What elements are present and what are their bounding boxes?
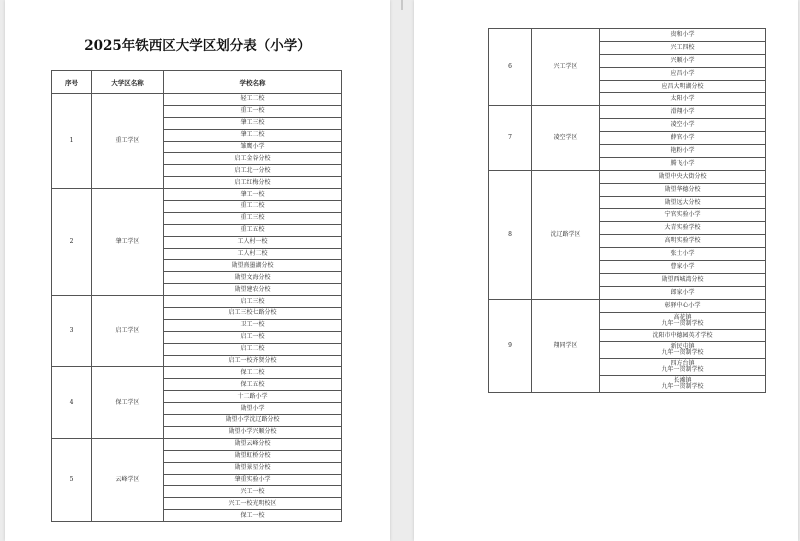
district-name: 肇工学区 xyxy=(92,189,164,296)
table-row xyxy=(52,94,342,106)
school-name: 肇工一校 xyxy=(164,189,342,201)
school-name: 曹家小学 xyxy=(600,261,766,274)
school-name: 薛官小学 xyxy=(600,132,766,145)
school-name: 勋望熹墨湖分校 xyxy=(164,260,342,272)
school-name: 启工二校 xyxy=(164,343,342,355)
district-name: 重工学区 xyxy=(92,94,164,189)
district-index: 8 xyxy=(489,170,532,299)
school-name: 启工一校 xyxy=(164,331,342,343)
school-name: 保工一校 xyxy=(164,510,342,522)
header-district: 大学区名称 xyxy=(92,71,164,94)
district-name: 保工学区 xyxy=(92,367,164,438)
school-name: 贵和小学 xyxy=(600,29,766,42)
school-name: 勋望文海分校 xyxy=(164,272,342,284)
school-name: 勋望华德分校 xyxy=(600,183,766,196)
table-row xyxy=(52,367,342,379)
school-name: 应昌小学 xyxy=(600,67,766,80)
district-table-left xyxy=(51,70,342,522)
school-name: 凌空小学 xyxy=(600,119,766,132)
school-name: 勋望小学 xyxy=(164,403,342,415)
school-name: 大青实验学校 xyxy=(600,222,766,235)
school-name: 兴工四校 xyxy=(600,41,766,54)
school-name: 重工三校 xyxy=(164,212,342,224)
school-name: 重工二校 xyxy=(164,201,342,213)
school-name: 勋望建农分校 xyxy=(164,284,342,296)
page-gap xyxy=(401,0,403,10)
school-name: 启工金谷分校 xyxy=(164,153,342,165)
district-name: 云峰学区 xyxy=(92,438,164,521)
school-name: 张士小学 xyxy=(600,248,766,261)
school-name: 肇重实验小学 xyxy=(164,474,342,486)
school-name: 腾飞小学 xyxy=(600,157,766,170)
district-name: 启工学区 xyxy=(92,296,164,367)
school-name: 郎家小学 xyxy=(600,286,766,299)
school-name: 太阳小学 xyxy=(600,93,766,106)
school-name: 兴工一校 xyxy=(164,486,342,498)
school-name: 启工三校 xyxy=(164,296,342,308)
header-index: 序号 xyxy=(52,71,92,94)
school-name: 重工一校 xyxy=(164,105,342,117)
district-name: 翔同学区 xyxy=(532,299,600,393)
district-index: 3 xyxy=(52,296,92,367)
school-name: 重工五校 xyxy=(164,224,342,236)
school-name: 勋望景星分校 xyxy=(164,462,342,474)
school-name: 启工一校齐贤分校 xyxy=(164,355,342,367)
table-row xyxy=(489,29,766,42)
school-name: 勋望远大分校 xyxy=(600,196,766,209)
school-name: 卫工一校 xyxy=(164,319,342,331)
school-name: 兴顺小学 xyxy=(600,54,766,67)
district-index: 6 xyxy=(489,29,532,106)
school-name: 轻工二校 xyxy=(164,94,342,106)
school-name: 工人村一校 xyxy=(164,236,342,248)
table-row xyxy=(489,170,766,183)
school-name: 滑翔小学 xyxy=(600,106,766,119)
district-name: 凌空学区 xyxy=(532,106,600,170)
table-row xyxy=(52,189,342,201)
district-index: 4 xyxy=(52,367,92,438)
school-name: 沈阳市中德园英才学校 xyxy=(600,329,766,342)
school-name: 勋望中央大街分校 xyxy=(600,170,766,183)
school-name: 艳粉小学 xyxy=(600,145,766,158)
district-name: 沈辽路学区 xyxy=(532,170,600,299)
school-name: 勋望小学兴顺分校 xyxy=(164,426,342,438)
school-name: 应昌大明湖分校 xyxy=(600,80,766,93)
school-name: 启工三校七路分校 xyxy=(164,308,342,320)
district-index: 5 xyxy=(52,438,92,521)
school-name: 启工北一分校 xyxy=(164,165,342,177)
table-row xyxy=(489,106,766,119)
school-name: 启工红梅分校 xyxy=(164,177,342,189)
school-name: 兴工一校光明校区 xyxy=(164,498,342,510)
district-table-left-body xyxy=(52,94,342,522)
school-name: 勋望西城湾分校 xyxy=(600,273,766,286)
school-name: 工人村二校 xyxy=(164,248,342,260)
school-name: 新民屯镇 九年一贯制学校 xyxy=(600,342,766,359)
table-row xyxy=(52,438,342,450)
school-name: 勋望虹桥分校 xyxy=(164,450,342,462)
school-name: 保工五校 xyxy=(164,379,342,391)
school-name: 肇工二校 xyxy=(164,129,342,141)
table-row xyxy=(489,299,766,312)
school-name: 十二路小学 xyxy=(164,391,342,403)
school-name: 四方台镇 九年一贯制学校 xyxy=(600,359,766,376)
district-table-right xyxy=(488,28,766,393)
document-title: 2025年铁西区大学区划分表（小学） xyxy=(84,38,311,54)
school-name: 彰驿中心小学 xyxy=(600,299,766,312)
school-name: 长滩镇 九年一贯制学校 xyxy=(600,376,766,393)
school-name: 宁官实验小学 xyxy=(600,209,766,222)
header-school: 学校名称 xyxy=(164,71,342,94)
district-index: 7 xyxy=(489,106,532,170)
district-table-right-body xyxy=(489,29,766,393)
school-name: 勋望云峰分校 xyxy=(164,438,342,450)
district-index: 2 xyxy=(52,189,92,296)
school-name: 肇工三校 xyxy=(164,117,342,129)
school-name: 勋望小学沈辽路分校 xyxy=(164,415,342,427)
school-name: 保工二校 xyxy=(164,367,342,379)
district-name: 兴工学区 xyxy=(532,29,600,106)
district-index: 1 xyxy=(52,94,92,189)
school-name: 雏鹰小学 xyxy=(164,141,342,153)
school-name: 高明实验学校 xyxy=(600,235,766,248)
school-name: 高花镇 九年一贯制学校 xyxy=(600,312,766,329)
table-row xyxy=(52,296,342,308)
district-index: 9 xyxy=(489,299,532,393)
